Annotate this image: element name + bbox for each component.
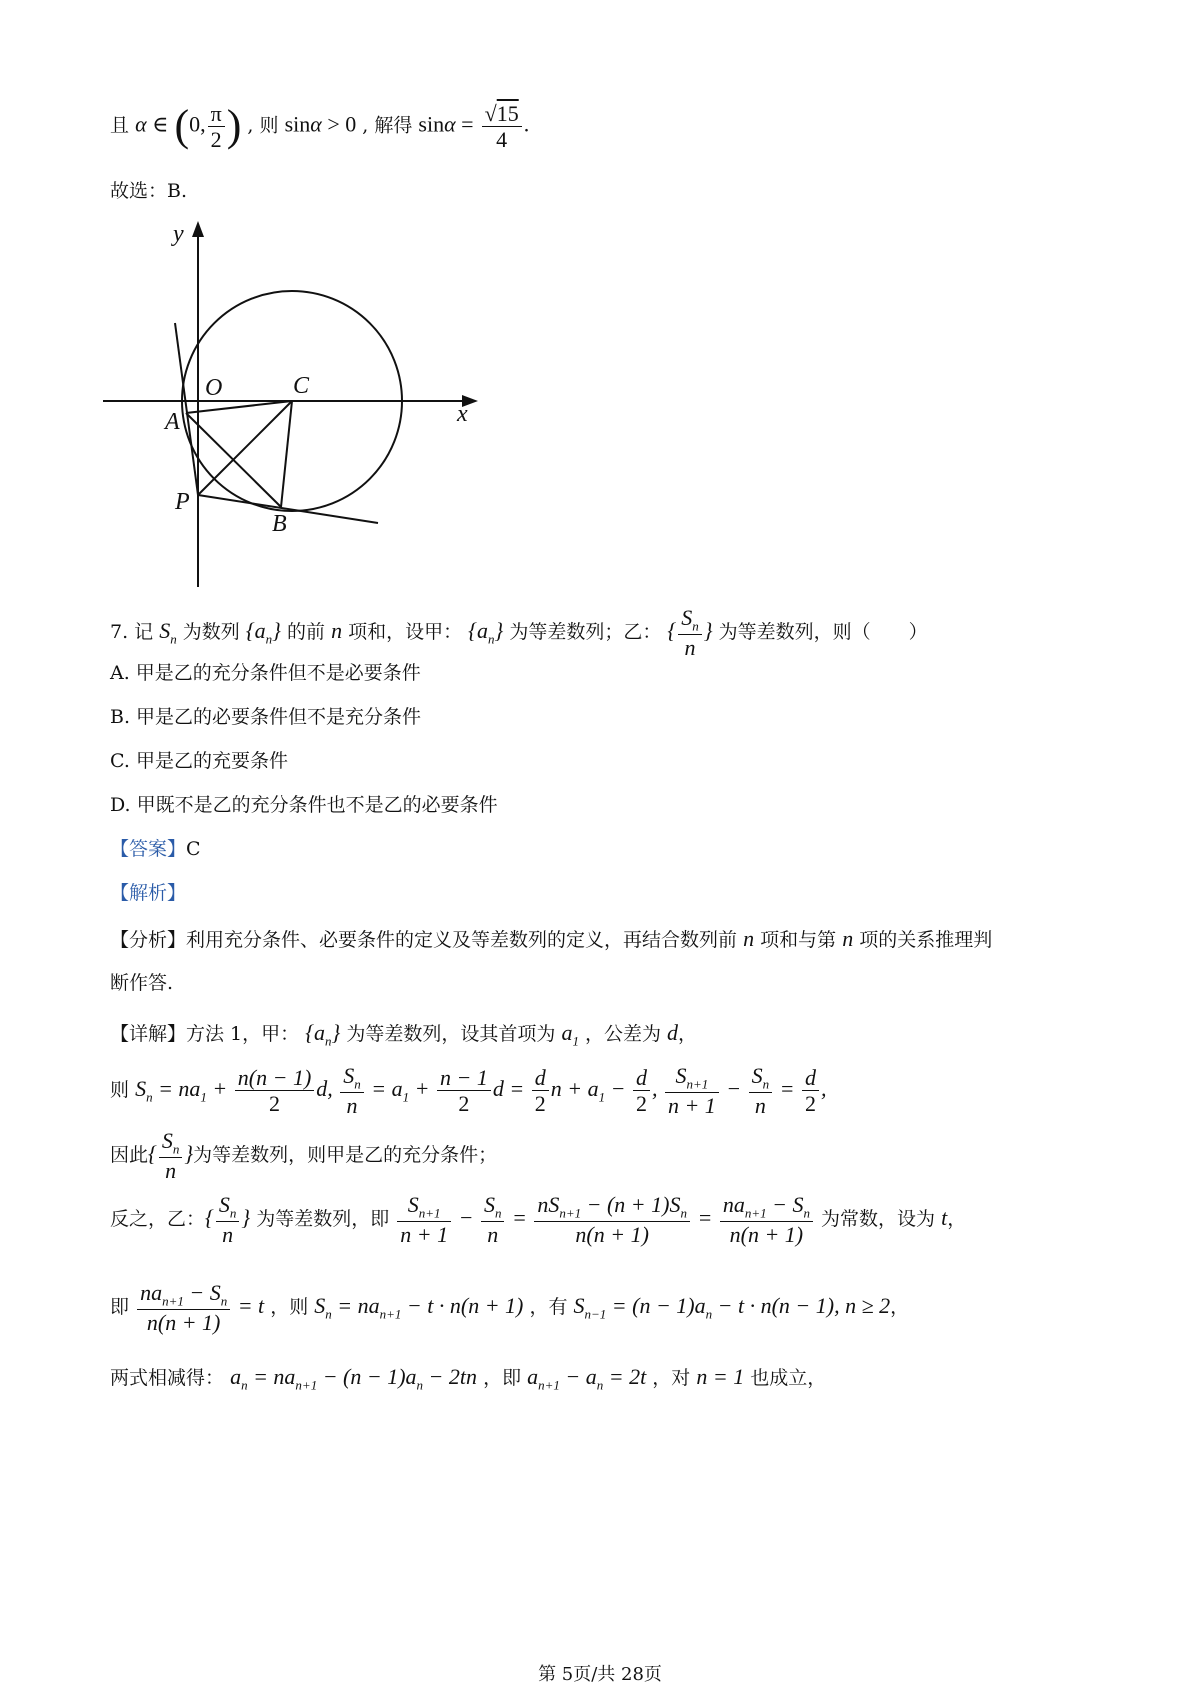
den: 4 bbox=[496, 126, 508, 152]
answer-line bbox=[110, 838, 201, 861]
sub-text-1: 两式相减得： bbox=[110, 1367, 225, 1389]
converse-line: 反之，乙：{ $\frac{S_n}{n}$ } 为等差数列，即 $\frac{S_{n+1}}{n + 1}$ − $\frac{S_n}{n}$ = $\frac{nS_{n+1} - (n + 1)S_n}{n(n + 1)}$ = $\frac{na_{n+1} - S_n}{n(n + 1)}$ 为常数，设为 t， bbox=[110, 1192, 967, 1248]
y-arrow bbox=[192, 221, 204, 237]
question-7 bbox=[110, 605, 928, 661]
ji-text: 即 bbox=[110, 1295, 130, 1318]
math-n-b: n bbox=[842, 926, 854, 951]
math-sn: $S_n$ bbox=[159, 617, 177, 647]
label-b: B bbox=[272, 511, 287, 537]
segment-cb bbox=[281, 401, 292, 507]
subtract-line bbox=[110, 1364, 826, 1393]
option-c: C. 甲是乙的充要条件 bbox=[110, 750, 288, 772]
label-c: C bbox=[293, 373, 310, 399]
math-an-set3: $\{a_n\}$ bbox=[305, 1020, 341, 1049]
math-sin-eq: sinα = bbox=[418, 111, 474, 137]
conv-text-3: 为常数，设为 bbox=[821, 1207, 936, 1230]
text-then: , 则 bbox=[247, 114, 279, 137]
math-alpha-in: α ∈ bbox=[135, 111, 169, 137]
math-zero: 0, bbox=[189, 111, 206, 137]
q-p5: 为等差数列，则（ ） bbox=[718, 620, 928, 643]
jiexi-tag: 【解析】 bbox=[110, 882, 187, 904]
math-sn-over-n-3: { $\frac{S_n}{n}$ } bbox=[205, 1192, 251, 1248]
sqrt-num: 15 bbox=[496, 100, 519, 126]
sub-text-4: 也成立， bbox=[750, 1367, 827, 1389]
detail-text-3: ，公差为 bbox=[584, 1023, 661, 1045]
segment-ac bbox=[186, 401, 292, 413]
detail-text-2: 为等差数列，设其首项为 bbox=[346, 1023, 556, 1045]
hence-text-2: 为等差数列，则甲是乙的充分条件； bbox=[193, 1143, 498, 1166]
option-b: B. 甲是乙的必要条件但不是充分条件 bbox=[110, 706, 422, 728]
math-n-a: n bbox=[743, 926, 755, 951]
text-solve: , 解得 bbox=[362, 114, 413, 137]
q-num: 7. 记 bbox=[110, 620, 154, 643]
analysis-cont: 断作答. bbox=[110, 972, 174, 994]
label-y: y bbox=[173, 221, 184, 247]
you-text: ，有 bbox=[529, 1295, 568, 1318]
ze-text: ，则 bbox=[270, 1295, 309, 1318]
math-diff-formula: $\frac{S_{n+1}}{n + 1}$ − $\frac{S_n}{n}$ = $\frac{nS_{n+1} - (n + 1)S_n}{n(n + 1)}$ = $\frac{na_{n+1} - S_n}{n(n + 1)}$ bbox=[395, 1205, 815, 1230]
option-d: D. 甲既不是乙的充分条件也不是乙的必要条件 bbox=[110, 794, 498, 816]
analysis-text-1: 利用充分条件、必要条件的定义及等差数列的定义，再结合数列前 bbox=[186, 929, 738, 951]
sub-text-3: ，对 bbox=[652, 1367, 691, 1389]
label-p: P bbox=[175, 489, 190, 515]
geometry-figure bbox=[95, 215, 495, 595]
math-t: t bbox=[941, 1204, 948, 1230]
math-sin-positive: sinα > 0 bbox=[284, 111, 357, 137]
math-sn-formula: $S_n = na_1$ + $\frac{n(n - 1)}{2}$ d, $\frac{S_n}{n}$ = $a_1$ + $\frac{n - 1}{2}$ d = $\frac{d}{2}$ $n + a_1$ − $\frac{d}{2}$ , $\frac{S_{n+1}}{n + 1}$ − $\frac{S_n}{n}$ = $\frac{d}{2}$ , bbox=[135, 1063, 827, 1119]
option-a: A. 甲是乙的充分条件但不是必要条件 bbox=[110, 662, 421, 684]
page-footer: 第 5页/共 28页 bbox=[538, 1664, 662, 1685]
math-sn-over-n: { $\frac{S_n}{n}$ } bbox=[667, 605, 713, 661]
math-sqrt15-over-4: $\frac{√15}{4}$ bbox=[482, 101, 522, 153]
math-sn-over-n-2: { $\frac{S_n}{n}$ } bbox=[148, 1128, 194, 1184]
math-an-eq: $a_n = na_{n+1} - (n - 1)a_n - 2tn$ bbox=[230, 1364, 478, 1393]
text-qie: 且 bbox=[110, 114, 130, 137]
analysis-line bbox=[110, 926, 992, 952]
detail-tag: 【详解】 bbox=[110, 1023, 187, 1045]
q-p3: 项和，设甲： bbox=[348, 620, 463, 643]
math-eq-t: $\frac{na_{n+1} - S_n}{n(n + 1)}$ = t bbox=[135, 1293, 264, 1318]
paren-close: ) bbox=[226, 101, 242, 150]
q-p4: 为等差数列；乙： bbox=[509, 620, 662, 643]
hence-text-1: 因此 bbox=[110, 1143, 149, 1166]
sub-text-2: ，即 bbox=[483, 1367, 522, 1389]
analysis-text-2: 项和与第 bbox=[760, 929, 837, 951]
math-sn-rel: $S_n = na_{n+1} - t \cdot n(n + 1)$ bbox=[314, 1292, 524, 1322]
label-a: A bbox=[165, 409, 180, 435]
choose-line: 故选：B. bbox=[110, 180, 188, 202]
math-an-diff: $a_{n+1} - a_n = 2t$ bbox=[527, 1364, 647, 1393]
math-n-eq-1: n = 1 bbox=[696, 1364, 745, 1389]
q-p1: 为数列 bbox=[182, 620, 240, 643]
math-a1: $a_1$ bbox=[561, 1020, 579, 1049]
paren-open: ( bbox=[174, 101, 190, 150]
math-an-set: $\{a_n\}$ bbox=[245, 617, 281, 647]
analysis-text-3: 项的关系推理判 bbox=[859, 929, 993, 951]
answer-tag: 【答案】 bbox=[110, 838, 187, 860]
segment-pc bbox=[198, 401, 292, 495]
label-x: x bbox=[457, 401, 468, 427]
label-o: O bbox=[205, 375, 223, 401]
math-n: n bbox=[331, 617, 343, 643]
sn-formula-line bbox=[110, 1063, 827, 1119]
ji-line: 即 $\frac{na_{n+1} - S_n}{n(n + 1)}$ = t ，则 $S_n = na_{n+1} - t \cdot n(n + 1)$ ，有 $S_{n-1} = (n - 1)a_n - t \cdot n(n - 1)$, n ≥ 2， bbox=[110, 1280, 910, 1336]
q-p2: 的前 bbox=[287, 620, 326, 643]
tangent-pb bbox=[198, 495, 378, 523]
hence-line bbox=[110, 1128, 497, 1184]
conv-text-2: 为等差数列，即 bbox=[256, 1207, 390, 1230]
math-d: d bbox=[667, 1020, 679, 1045]
detail-text-1: 方法 1，甲： bbox=[186, 1023, 300, 1045]
alpha-range-line: 且 α ∈ (0, $\frac{\pi}{2}$ ) , 则 sinα > 0 , 解得 sinα = $\frac{√15}{4}$ . bbox=[110, 100, 530, 152]
conv-text-1: 反之，乙： bbox=[110, 1207, 206, 1230]
math-pi-over-2: $\frac{\pi}{2}$ bbox=[208, 101, 225, 153]
math-sn-1-rel: $S_{n-1} = (n - 1)a_n - t \cdot n(n - 1)$, n ≥ 2 bbox=[573, 1292, 891, 1322]
text-then-2: 则 bbox=[110, 1078, 130, 1101]
pi-den: 2 bbox=[210, 126, 222, 152]
answer-value: C bbox=[186, 838, 201, 860]
analysis-tag: 【分析】 bbox=[110, 929, 187, 951]
math-an-set2: $\{a_n\}$ bbox=[468, 617, 504, 647]
detail-line: 【详解】方法 1，甲： $\{a_n\}$ 为等差数列，设其首项为 $a_1$ ，公差为 d， bbox=[110, 1020, 698, 1049]
